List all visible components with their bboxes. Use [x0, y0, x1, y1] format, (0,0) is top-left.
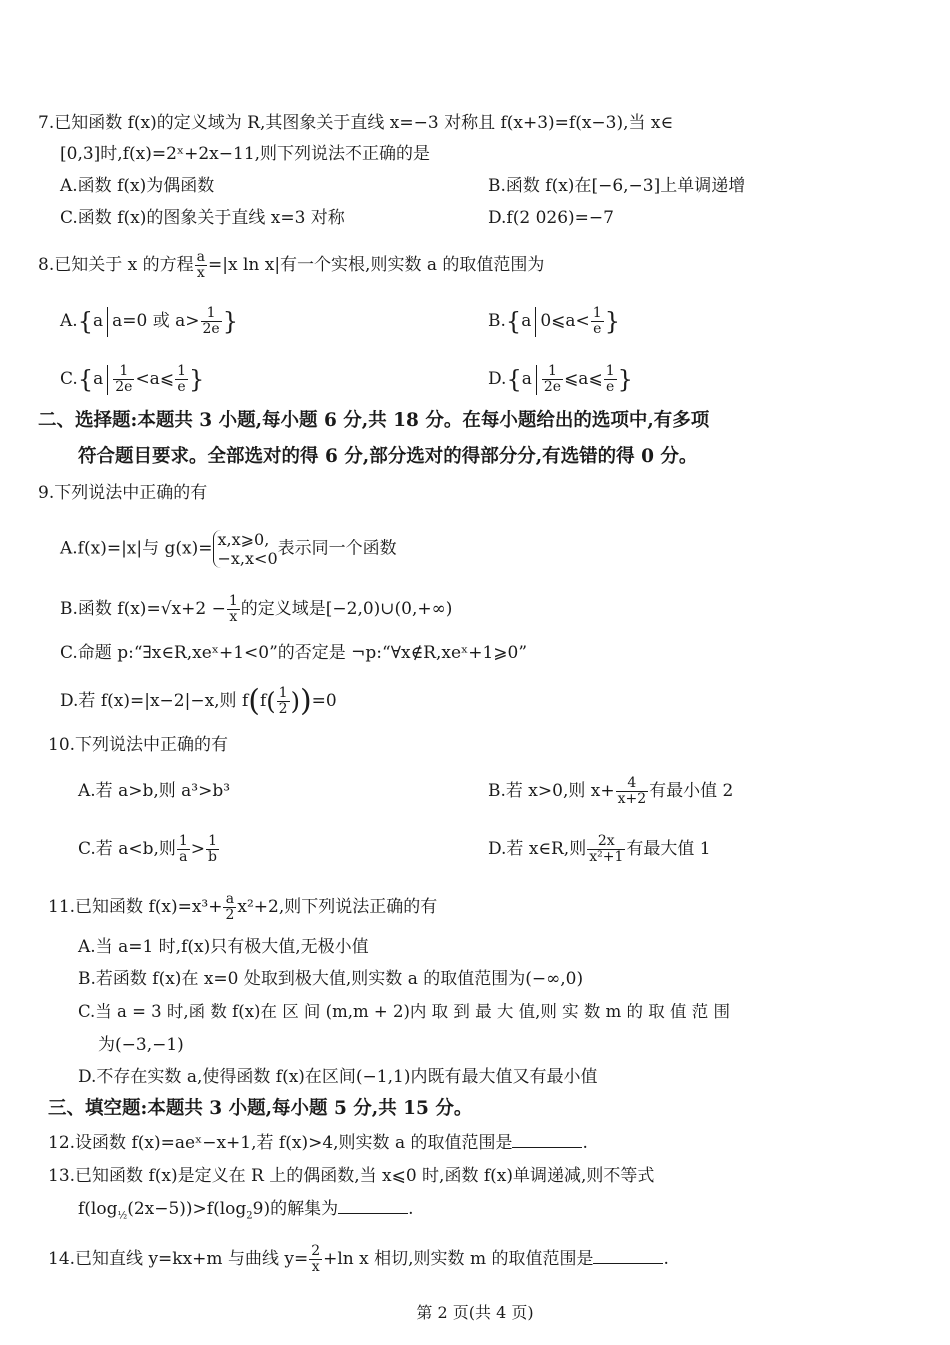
q8-d-set: a	[521, 369, 532, 389]
q8-option-a: A.{a a=0 或 a> $\frac{1}{2e}$ }	[60, 305, 238, 337]
q13-stem-line2	[78, 1198, 414, 1227]
q13-sub: ½	[117, 1210, 128, 1222]
q7-stem-line2: [0,3]时,f(x)=2ˣ+2x−11,则下列说法不正确的是	[60, 144, 431, 164]
q8-stem-num: a	[196, 249, 205, 265]
q13-sub2: 2	[246, 1210, 253, 1222]
q14-answer-blank[interactable]	[593, 1249, 663, 1264]
q8-c-mid: <a⩽	[135, 369, 175, 389]
q8-d-den2: e	[606, 379, 615, 395]
q8-b-den: e	[593, 321, 602, 337]
q12-end: .	[582, 1133, 588, 1153]
q11-stem	[48, 892, 437, 923]
q14-stem-pre: 14.已知直线 y=kx+m 与曲线 y=	[48, 1249, 309, 1269]
q9-a-case2: −x,x<0	[217, 549, 278, 568]
q8-stem-pre: 8.已知关于 x 的方程	[38, 255, 194, 275]
q10-d-post: 有最大值 1	[626, 839, 711, 859]
q14-stem-post: +ln x 相切,则实数 m 的取值范围是	[323, 1249, 594, 1269]
q14-stem-den: x	[311, 1259, 320, 1275]
q8-d-fraction1	[542, 364, 563, 395]
q7-option-c: C.函数 f(x)的图象关于直线 x=3 对称	[60, 208, 345, 228]
q7-option-b: B.函数 f(x)在[−6,−3]上单调递增	[488, 176, 746, 196]
q8-c-num1: 1	[113, 364, 134, 380]
q9-b-post: 的定义域是[−2,0)∪(0,+∞)	[240, 599, 453, 619]
q9-d-post: =0	[311, 691, 337, 711]
q9-stem: 9.下列说法中正确的有	[38, 483, 208, 503]
q10-d-pre: D.若 x∈R,则	[488, 839, 587, 859]
q10-d-num: 2x	[587, 834, 625, 850]
q8-stem-den: x	[196, 265, 205, 281]
q8-c-fraction2	[175, 364, 188, 395]
q10-c-fraction2	[206, 834, 219, 865]
q8-b-cond: 0⩽a<	[540, 311, 590, 331]
q7-option-a: A.函数 f(x)为偶函数	[60, 176, 215, 196]
q13-end: .	[408, 1199, 414, 1219]
q13-pre: f(log	[78, 1199, 118, 1219]
q11-stem-den: 2	[225, 907, 235, 923]
q8-c-label: C.	[60, 369, 78, 389]
q10-c-num2: 1	[206, 834, 219, 850]
q10-option-b	[488, 776, 733, 807]
q9-d-den: 2	[278, 701, 288, 717]
q9-option-c: C.命题 p:“∃x∈R,xeˣ+1<0”的否定是 ¬p:“∀x∉R,xeˣ+1⩾0”	[60, 643, 528, 663]
q12-stem	[48, 1132, 588, 1154]
q8-c-set: a	[93, 369, 104, 389]
q10-b-post: 有最小值 2	[649, 781, 734, 801]
q8-d-num2: 1	[605, 363, 615, 379]
q10-c-den1: a	[179, 849, 188, 865]
q8-b-fraction	[591, 306, 604, 337]
q10-option-a: A.若 a>b,则 a³>b³	[78, 781, 231, 801]
q8-c-fraction1	[113, 364, 134, 395]
q8-a-num: 1	[201, 306, 222, 322]
q14-stem	[48, 1244, 669, 1275]
q8-d-fraction2	[604, 364, 617, 395]
q8-stem	[38, 250, 544, 281]
q14-stem-num: 2	[311, 1243, 321, 1259]
q8-a-set: a	[92, 311, 104, 331]
q11-option-d: D.不存在实数 a,使得函数 f(x)在区间(−1,1)内既有最大值又有最小值	[78, 1067, 598, 1087]
q10-option-c	[78, 834, 220, 865]
q11-option-b: B.若函数 f(x)在 x=0 处取到极大值,则实数 a 的取值范围为(−∞,0)	[78, 969, 584, 989]
q13-answer-blank[interactable]	[338, 1199, 408, 1214]
q9-b-num: 1	[228, 593, 238, 609]
section2-heading-line1: 二、选择题:本题共 3 小题,每小题 6 分,共 18 分。在每小题给出的选项中,有多项	[38, 410, 710, 431]
q8-b-set: a	[521, 311, 532, 331]
q10-d-fraction	[587, 834, 625, 865]
page-number: 第 2 页(共 4 页)	[416, 1303, 534, 1322]
q8-stem-fraction	[195, 250, 207, 281]
q11-option-c-line1: C.当 a = 3 时,函 数 f(x)在 区 间 (m,m + 2)内 取 到 最 大 值,则 实 数 m 的 取 值 范 围	[78, 1002, 730, 1021]
q8-d-num1: 1	[542, 364, 563, 380]
q10-b-den: x+2	[617, 791, 647, 807]
q14-stem-fraction	[309, 1244, 322, 1275]
q8-a-den: 2e	[202, 321, 220, 337]
section2-heading-line2: 符合题目要求。全部选对的得 6 分,部分选对的得部分分,有选错的得 0 分。	[78, 446, 698, 467]
q13-post: 9)的解集为	[252, 1199, 339, 1219]
q8-a-fraction	[201, 306, 222, 337]
q9-b-pre: B.函数 f(x)=√x+2 −	[60, 599, 226, 619]
q8-option-b: B.{a 0⩽a< $\frac{1}{e}$ }	[488, 305, 620, 337]
q8-c-num2: 1	[177, 363, 186, 379]
q9-option-b	[60, 594, 452, 625]
q10-d-den: x²+1	[589, 849, 624, 865]
q12-answer-blank[interactable]	[512, 1133, 582, 1148]
q10-c-mid: >	[190, 839, 206, 859]
q10-c-den2: b	[208, 849, 218, 865]
q9-a-case1: x,x⩾0,	[217, 530, 270, 549]
q11-stem-num: a	[223, 892, 236, 908]
q7-stem-line1: 7.已知函数 f(x)的定义域为 R,其图象关于直线 x=−3 对称且 f(x+3)=f(x−3),当 x∈	[38, 113, 674, 133]
q11-stem-fraction	[223, 892, 236, 923]
q9-a-post: 表示同一个函数	[277, 538, 397, 559]
q9-b-den: x	[229, 609, 238, 625]
q11-stem-pre: 11.已知函数 f(x)=x³+	[48, 897, 223, 917]
q11-option-a: A.当 a=1 时,f(x)只有极大值,无极小值	[78, 937, 369, 957]
q10-option-d	[488, 834, 711, 865]
q9-d-pre: D.若 f(x)=|x−2|−x,则 f	[60, 691, 249, 711]
q9-option-a	[60, 530, 397, 568]
q9-a-pre: A.f(x)=|x|与 g(x)=	[60, 538, 213, 559]
q10-b-pre: B.若 x>0,则 x+	[488, 781, 615, 801]
q8-a-cond: a=0 或 a>	[112, 311, 200, 331]
q8-d-label: D.	[488, 369, 507, 389]
q8-c-den1: 2e	[115, 379, 133, 395]
q8-d-mid: ⩽a⩽	[564, 369, 603, 389]
q13-stem-line1: 13.已知函数 f(x)是定义在 R 上的偶函数,当 x⩽0 时,函数 f(x)单调递减,则不等式	[48, 1166, 655, 1186]
q9-option-d: D.若 f(x)=|x−2|−x,则 f(f( $\frac{1}{2}$ ))=0	[60, 683, 337, 719]
q7-option-d: D.f(2 026)=−7	[488, 208, 614, 228]
q8-option-d: D.{a $\frac{1}{2e}$ ⩽a⩽ $\frac{1}{e}$ }	[488, 363, 633, 395]
q8-option-c: C.{a $\frac{1}{2e}$ <a⩽ $\frac{1}{e}$ }	[60, 363, 205, 395]
q10-c-num1: 1	[178, 833, 188, 849]
q8-b-label: B.	[488, 311, 506, 331]
q12-stem-text: 12.设函数 f(x)=aeˣ−x+1,若 f(x)>4,则实数 a 的取值范围是	[48, 1133, 513, 1153]
q10-c-fraction1	[177, 834, 190, 865]
q8-c-den2: e	[177, 379, 186, 395]
q9-d-mid: f	[259, 691, 267, 711]
q8-d-den1: 2e	[543, 379, 562, 395]
q9-a-cases	[213, 530, 278, 568]
q11-option-c-line2: 为(−3,−1)	[98, 1035, 184, 1055]
q10-stem: 10.下列说法中正确的有	[48, 735, 229, 755]
q9-d-fraction	[277, 686, 290, 717]
q8-stem-post: =|x ln x|有一个实根,则实数 a 的取值范围为	[207, 255, 545, 275]
q9-b-fraction	[227, 594, 240, 625]
q14-end: .	[663, 1249, 669, 1269]
q13-mid: (2x−5))>f(log	[127, 1199, 247, 1219]
q8-a-label: A.	[60, 311, 78, 331]
q10-b-num: 4	[616, 776, 649, 792]
q10-b-fraction	[616, 776, 649, 807]
q10-c-pre: C.若 a<b,则	[78, 839, 176, 859]
q8-b-num: 1	[592, 305, 602, 321]
q11-stem-post: x²+2,则下列说法正确的有	[237, 897, 438, 917]
section3-heading: 三、填空题:本题共 3 小题,每小题 5 分,共 15 分。	[48, 1098, 473, 1119]
q9-d-num: 1	[278, 685, 288, 701]
